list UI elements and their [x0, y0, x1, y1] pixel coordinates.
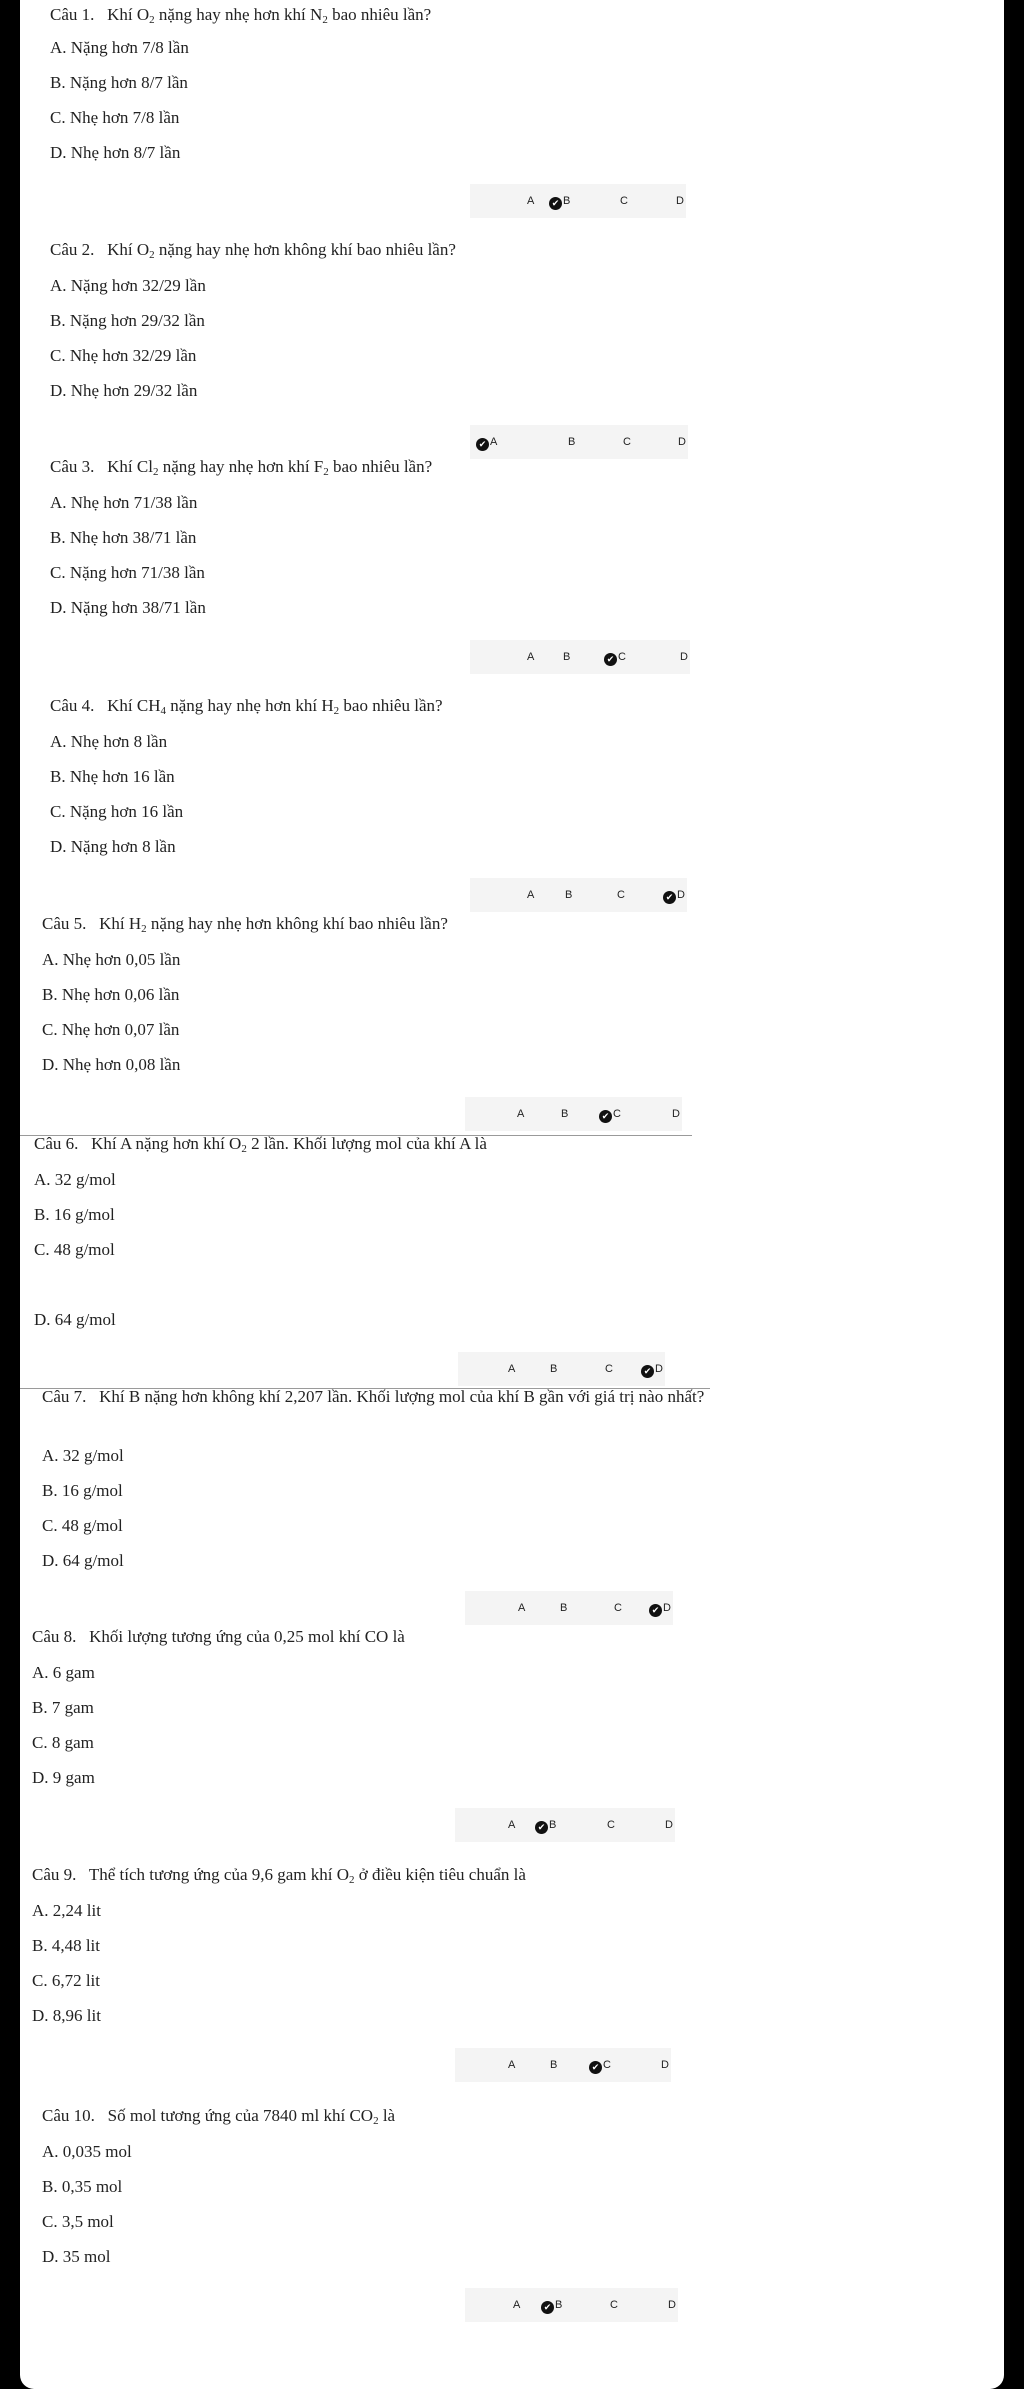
answer-choice-label: B [560, 1602, 568, 1614]
question-2-option-d[interactable]: D. Nhẹ hơn 29/32 lần [50, 381, 198, 400]
check-circle-icon: ✔ [535, 1821, 548, 1834]
question-text-part: Khí Cl [107, 457, 153, 476]
subscript: 2 [349, 1874, 355, 1886]
answer-choice-d[interactable] [665, 1808, 673, 1842]
question-7-text [42, 1386, 712, 1408]
answer-choice-label: A [527, 195, 535, 207]
subscript: 2 [323, 466, 329, 478]
question-8-option-d[interactable]: D. 9 gam [32, 1768, 95, 1787]
answer-choice-label: B [555, 2299, 563, 2311]
subscript: 2 [141, 923, 147, 935]
answer-choice-a[interactable] [527, 184, 534, 218]
answer-choice-label: C [623, 436, 631, 448]
answer-choice-label: D [680, 651, 688, 663]
answer-choice-c[interactable] [620, 184, 628, 218]
subscript: 2 [373, 2115, 379, 2127]
subscript: 2 [149, 249, 155, 261]
answer-choice-b[interactable] [565, 878, 572, 912]
answer-choice-c[interactable] [589, 2048, 611, 2082]
question-10-option-a[interactable]: A. 0,035 mol [42, 2142, 132, 2161]
answer-choice-a[interactable] [517, 1097, 524, 1131]
answer-choice-d[interactable] [672, 1097, 680, 1131]
answer-choice-a[interactable] [476, 425, 497, 459]
question-10-text [42, 2105, 395, 2127]
question-number: Câu 7. [42, 1387, 87, 1406]
question-text-part: nặng hay nhẹ hơn khí N [154, 5, 323, 24]
answer-choice-d[interactable] [668, 2288, 676, 2322]
answer-choice-c[interactable] [623, 425, 631, 459]
question-4-answer-bar [470, 878, 687, 912]
question-3-option-b[interactable]: B. Nhẹ hơn 38/71 lần [50, 528, 197, 547]
question-text-part: Khí O [107, 5, 150, 24]
answer-choice-label: C [607, 1819, 615, 1831]
answer-choice-label: C [620, 195, 628, 207]
answer-choice-d[interactable] [661, 2048, 669, 2082]
question-8-text [32, 1626, 405, 1648]
question-9-text [32, 1864, 526, 1886]
question-text-part: Khối lượng tương ứng của 0,25 mol khí CO là [89, 1627, 405, 1646]
question-number: Câu 2. [50, 240, 95, 259]
question-4-option-a[interactable]: A. Nhẹ hơn 8 lần [50, 732, 168, 751]
answer-choice-label: A [490, 436, 498, 448]
subscript: 2 [333, 705, 340, 717]
subscript: 2 [322, 14, 328, 26]
answer-choice-b[interactable] [568, 425, 575, 459]
question-5-option-b[interactable]: B. Nhẹ hơn 0,06 lần [42, 985, 180, 1004]
question-text-part: bao nhiêu lần? [328, 457, 433, 476]
question-3-text [50, 456, 432, 478]
answer-choice-d[interactable] [641, 1352, 663, 1386]
answer-choice-label: A [508, 1363, 516, 1375]
question-text-part: bao nhiêu lần? [327, 5, 432, 24]
question-text-part: là [378, 2106, 396, 2125]
question-4-text [50, 695, 443, 717]
check-circle-icon: ✔ [599, 1110, 612, 1123]
answer-choice-b[interactable] [550, 2048, 557, 2082]
answer-choice-label: B [568, 436, 576, 448]
question-text-part: Khí CH [107, 696, 161, 715]
answer-choice-label: C [605, 1363, 613, 1375]
subscript: 2 [149, 14, 155, 26]
answer-choice-b[interactable] [549, 184, 570, 218]
answer-choice-d[interactable] [676, 184, 684, 218]
answer-choice-b[interactable] [550, 1352, 557, 1386]
question-1-option-c[interactable]: C. Nhẹ hơn 7/8 lần [50, 108, 180, 127]
answer-choice-label: A [527, 889, 535, 901]
check-circle-icon: ✔ [589, 2061, 602, 2074]
answer-choice-label: D [655, 1363, 663, 1375]
check-circle-icon: ✔ [476, 438, 489, 451]
answer-choice-c[interactable] [607, 1808, 615, 1842]
question-6-text [34, 1133, 487, 1155]
answer-choice-label: B [563, 195, 571, 207]
answer-choice-a[interactable] [518, 1591, 525, 1625]
answer-choice-c[interactable] [604, 640, 626, 674]
answer-choice-label: B [550, 2059, 558, 2071]
answer-choice-b[interactable] [561, 1097, 568, 1131]
question-6-option-a[interactable]: A. 32 g/mol [34, 1170, 116, 1189]
check-circle-icon: ✔ [641, 1365, 654, 1378]
question-10-option-c[interactable]: C. 3,5 mol [42, 2212, 114, 2231]
answer-choice-label: C [614, 1602, 622, 1614]
answer-choice-label: A [517, 1108, 525, 1120]
question-2-option-c[interactable]: C. Nhẹ hơn 32/29 lần [50, 346, 197, 365]
answer-choice-a[interactable] [508, 2048, 515, 2082]
question-number: Câu 3. [50, 457, 95, 476]
question-2-option-a[interactable]: A. Nặng hơn 32/29 lần [50, 276, 206, 295]
question-1-option-d[interactable]: D. Nhẹ hơn 8/7 lần [50, 143, 181, 162]
question-10-answer-bar [465, 2288, 678, 2322]
subscript: 4 [160, 705, 167, 717]
question-7-option-a[interactable]: A. 32 g/mol [42, 1446, 124, 1465]
question-9-option-c[interactable]: C. 6,72 lit [32, 1971, 101, 1990]
answer-choice-d[interactable] [678, 425, 686, 459]
answer-choice-b[interactable] [535, 1808, 556, 1842]
answer-choice-label: B [563, 651, 571, 663]
question-3-option-a[interactable]: A. Nhẹ hơn 71/38 lần [50, 493, 198, 512]
question-number: Câu 1. [50, 5, 95, 24]
answer-choice-label: D [677, 889, 685, 901]
answer-choice-label: A [513, 2299, 521, 2311]
question-1-text [50, 4, 431, 26]
question-3-answer-bar [470, 640, 690, 674]
quiz-page [20, 0, 1004, 2389]
subscript: 2 [241, 1143, 247, 1155]
question-7-answer-bar [465, 1591, 673, 1625]
question-text-part: Khí B nặng hơn không khí 2,207 lần. Khối lượng mol của khí B gần với giá trị nào nhất? [99, 1387, 705, 1406]
answer-choice-a[interactable] [508, 1352, 515, 1386]
question-text-part: nặng hay nhẹ hơn không khí bao nhiêu lần? [146, 914, 448, 933]
question-5-option-d[interactable]: D. Nhẹ hơn 0,08 lần [42, 1055, 181, 1074]
answer-choice-label: B [549, 1819, 557, 1831]
answer-choice-label: C [613, 1108, 621, 1120]
question-text-part: Khí A nặng hơn khí O [91, 1134, 242, 1153]
question-text-part: Thể tích tương ứng của 9,6 gam khí O [88, 1865, 350, 1884]
check-circle-icon: ✔ [549, 197, 562, 210]
question-text-part: Số mol tương ứng của 7840 ml khí CO [107, 2106, 374, 2125]
question-9-option-a[interactable]: A. 2,24 lit [32, 1901, 101, 1920]
question-text-part: nặng hay nhẹ hơn khí H [166, 696, 334, 715]
question-text-part: nặng hay nhẹ hơn không khí bao nhiêu lần? [154, 240, 456, 259]
answer-choice-label: D [678, 436, 686, 448]
check-circle-icon: ✔ [604, 653, 617, 666]
answer-choice-b[interactable] [563, 640, 570, 674]
answer-choice-label: D [665, 1819, 673, 1831]
question-8-option-b[interactable]: B. 7 gam [32, 1698, 94, 1717]
answer-choice-label: A [518, 1602, 526, 1614]
question-2-text [50, 239, 456, 261]
question-text-part: bao nhiêu lần? [339, 696, 443, 715]
question-number: Câu 6. [34, 1134, 79, 1153]
answer-choice-label: C [603, 2059, 611, 2071]
question-6-option-d[interactable]: D. 64 g/mol [34, 1310, 116, 1329]
question-number: Câu 5. [42, 914, 87, 933]
answer-choice-d[interactable] [649, 1591, 671, 1625]
check-circle-icon: ✔ [541, 2301, 554, 2314]
question-6-answer-bar [458, 1352, 665, 1386]
question-7-option-d[interactable]: D. 64 g/mol [42, 1551, 124, 1570]
question-9-answer-bar [455, 2048, 671, 2082]
question-text-part: 2 lần. Khối lượng mol của khí A là [246, 1134, 487, 1153]
question-2-answer-bar [470, 425, 688, 459]
subscript: 2 [152, 466, 159, 478]
answer-choice-label: B [550, 1363, 558, 1375]
question-number: Câu 4. [50, 696, 95, 715]
question-9-option-b[interactable]: B. 4,48 lit [32, 1936, 101, 1955]
question-text-part: Khí O [107, 240, 150, 259]
question-8-answer-bar [455, 1808, 675, 1842]
answer-choice-a[interactable] [527, 878, 534, 912]
question-7-option-b[interactable]: B. 16 g/mol [42, 1481, 123, 1500]
question-10-option-d[interactable]: D. 35 mol [42, 2247, 111, 2266]
question-10-option-b[interactable]: B. 0,35 mol [42, 2177, 123, 2196]
question-2-option-b[interactable]: B. Nặng hơn 29/32 lần [50, 311, 205, 330]
question-3-option-d[interactable]: D. Nặng hơn 38/71 lần [50, 598, 206, 617]
question-8-option-c[interactable]: C. 8 gam [32, 1733, 94, 1752]
answer-choice-a[interactable] [527, 640, 534, 674]
question-7-option-c[interactable]: C. 48 g/mol [42, 1516, 123, 1535]
answer-choice-b[interactable] [541, 2288, 562, 2322]
question-text-part: Khí H [99, 914, 142, 933]
question-3-option-c[interactable]: C. Nặng hơn 71/38 lần [50, 563, 205, 582]
question-8-option-a[interactable]: A. 6 gam [32, 1663, 95, 1682]
question-5-text [42, 913, 448, 935]
question-6-option-b[interactable]: B. 16 g/mol [34, 1205, 115, 1224]
question-text-part: nặng hay nhẹ hơn khí F [158, 457, 324, 476]
answer-choice-d[interactable] [680, 640, 688, 674]
answer-choice-label: B [565, 889, 573, 901]
check-circle-icon: ✔ [649, 1604, 662, 1617]
question-5-option-c[interactable]: C. Nhẹ hơn 0,07 lần [42, 1020, 180, 1039]
question-5-option-a[interactable]: A. Nhẹ hơn 0,05 lần [42, 950, 181, 969]
answer-choice-c[interactable] [605, 1352, 613, 1386]
answer-choice-a[interactable] [513, 2288, 520, 2322]
answer-choice-label: A [527, 651, 535, 663]
answer-choice-label: A [508, 1819, 516, 1831]
question-4-option-b[interactable]: B. Nhẹ hơn 16 lần [50, 767, 175, 786]
answer-choice-label: C [617, 889, 625, 901]
question-4-option-d[interactable]: D. Nặng hơn 8 lần [50, 837, 176, 856]
question-5-answer-bar [465, 1097, 682, 1131]
answer-choice-label: C [610, 2299, 618, 2311]
answer-choice-label: D [663, 1602, 671, 1614]
question-6-option-c[interactable]: C. 48 g/mol [34, 1240, 115, 1259]
answer-choice-a[interactable] [508, 1808, 515, 1842]
answer-choice-c[interactable] [610, 2288, 618, 2322]
check-circle-icon: ✔ [663, 891, 676, 904]
answer-choice-c[interactable] [617, 878, 625, 912]
question-text-part: ở điều kiện tiêu chuẩn là [354, 1865, 526, 1884]
answer-choice-label: D [676, 195, 684, 207]
question-number: Câu 8. [32, 1627, 77, 1646]
answer-choice-label: D [672, 1108, 680, 1120]
answer-choice-label: A [508, 2059, 516, 2071]
question-1-option-a[interactable]: A. Nặng hơn 7/8 lần [50, 38, 189, 57]
question-number: Câu 10. [42, 2106, 95, 2125]
question-1-answer-bar [470, 184, 686, 218]
answer-choice-d[interactable] [663, 878, 685, 912]
answer-choice-c[interactable] [599, 1097, 621, 1131]
question-9-option-d[interactable]: D. 8,96 lit [32, 2006, 101, 2025]
answer-choice-label: D [661, 2059, 669, 2071]
answer-choice-label: C [618, 651, 626, 663]
question-number: Câu 9. [32, 1865, 77, 1884]
question-1-option-b[interactable]: B. Nặng hơn 8/7 lần [50, 73, 188, 92]
answer-choice-label: D [668, 2299, 676, 2311]
answer-choice-c[interactable] [614, 1591, 622, 1625]
answer-choice-label: B [561, 1108, 569, 1120]
question-4-option-c[interactable]: C. Nặng hơn 16 lần [50, 802, 184, 821]
answer-choice-b[interactable] [560, 1591, 567, 1625]
